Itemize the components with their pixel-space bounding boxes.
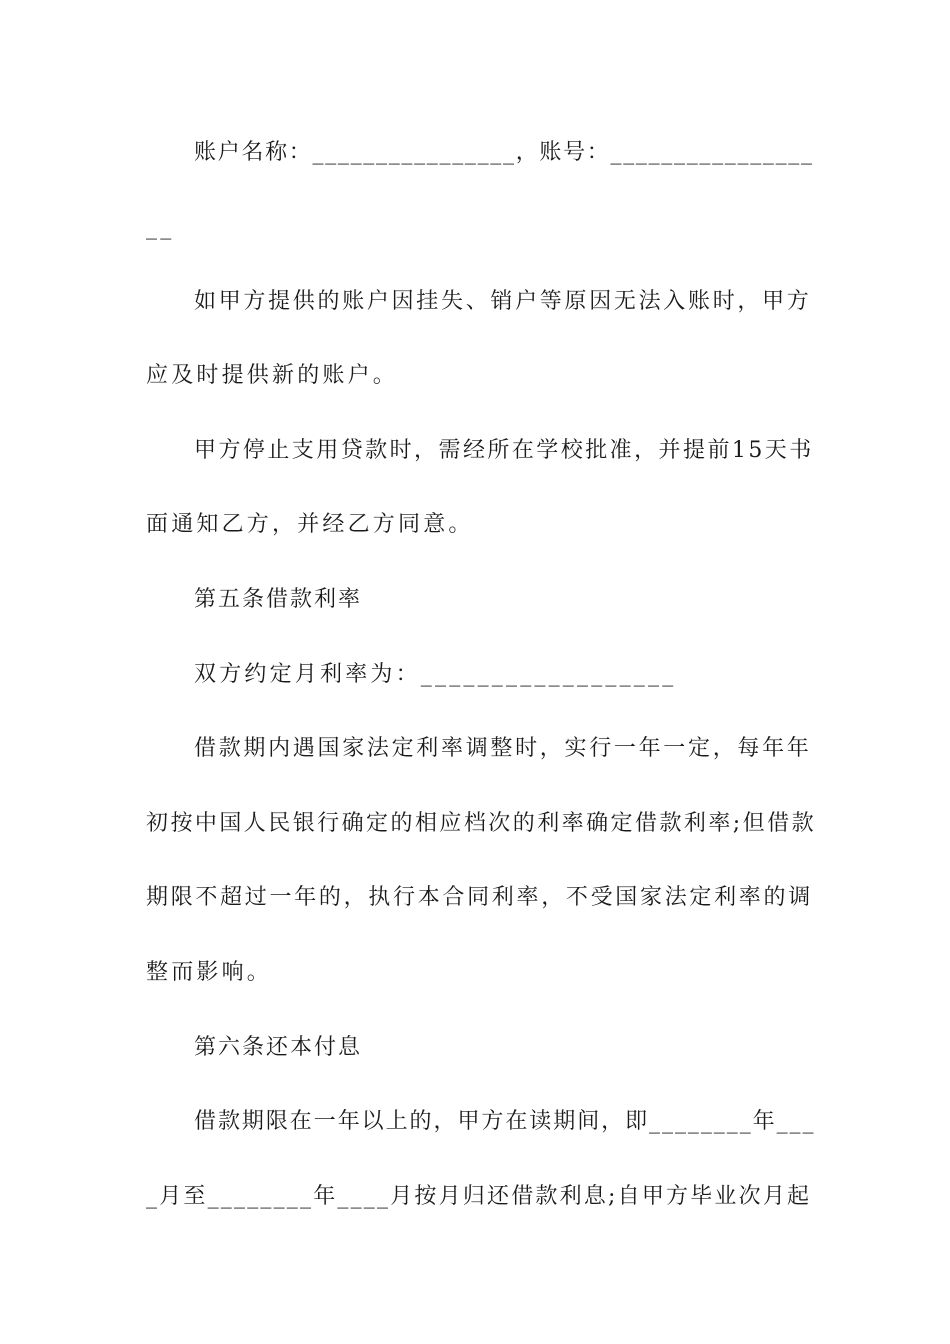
- section-heading-article-6: 第六条还本付息: [194, 1035, 363, 1060]
- paragraph-line: _月至________年____月按月归还借款利息;自甲方毕业次月起: [146, 1184, 812, 1209]
- paragraph-line: 借款期限在一年以上的，甲方在读期间，即________年___: [194, 1109, 816, 1134]
- paragraph-line: 面通知乙方，并经乙方同意。: [146, 512, 474, 537]
- paragraph-line: 初按中国人民银行确定的相应档次的利率确定借款利率;但借款: [146, 811, 817, 836]
- paragraph-line: 整而影响。: [146, 960, 273, 985]
- paragraph-line: 借款期内遇国家法定利率调整时，实行一年一定，每年年: [194, 736, 812, 761]
- paragraph-line: 期限不超过一年的，执行本合同利率，不受国家法定利率的调: [146, 885, 813, 910]
- paragraph-line: 甲方停止支用贷款时，需经所在学校批准，并提前15天书: [194, 438, 814, 463]
- interest-rate-line: 双方约定月利率为：__________________: [194, 662, 677, 687]
- paragraph-line: 应及时提供新的账户。: [146, 363, 399, 388]
- account-name-line: 账户名称：________________，账号：________________: [194, 140, 814, 165]
- section-heading-article-5: 第五条借款利率: [194, 587, 363, 612]
- paragraph-line: 如甲方提供的账户因挂失、销户等原因无法入账时，甲方: [194, 289, 812, 314]
- account-number-continuation: __: [146, 215, 175, 240]
